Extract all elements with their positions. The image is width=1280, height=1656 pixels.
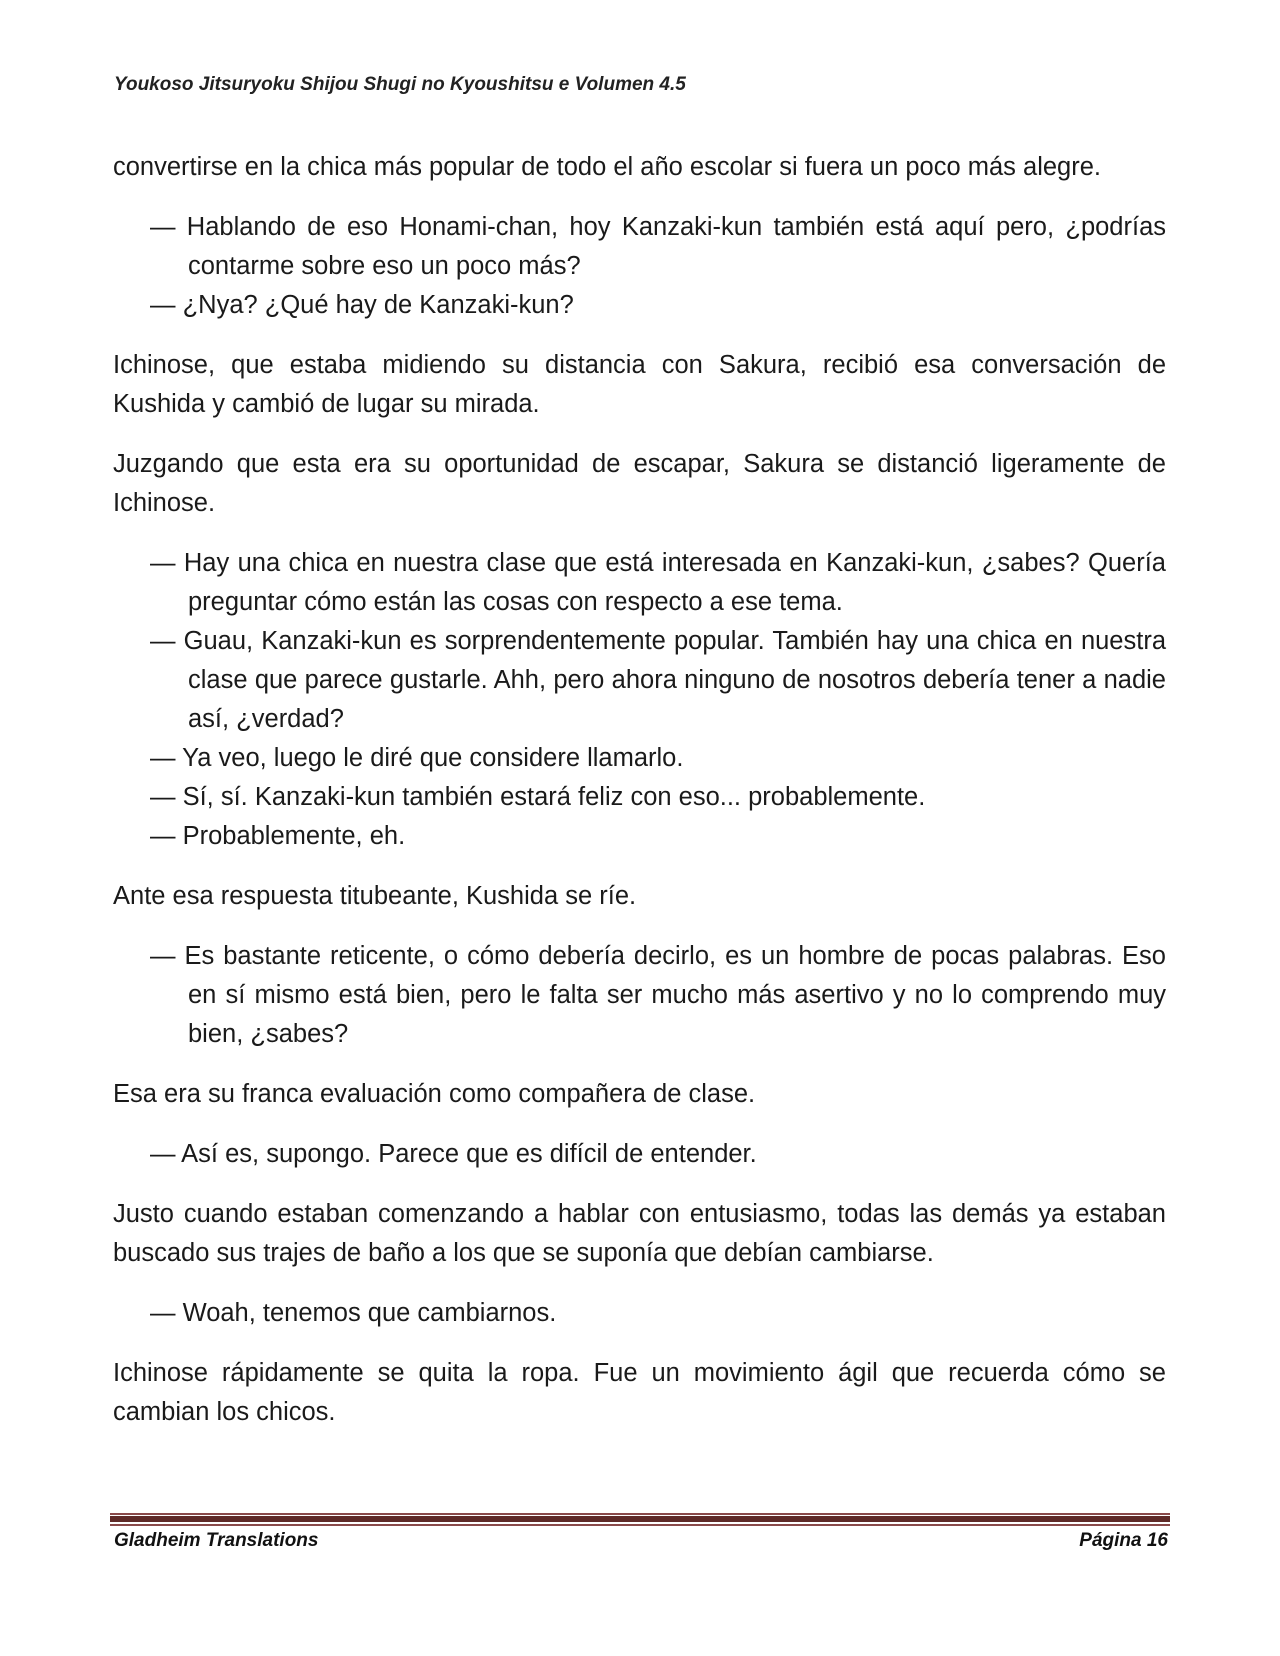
footer-rule (110, 1516, 1170, 1522)
dialogue-line: — Probablemente, eh. (150, 822, 406, 850)
dialogue-line: — Hay una chica en nuestra clase que está interesada en Kanzaki-kun, ¿sabes? Quería preguntar cómo están las cosas con respecto a ese tema. (150, 549, 1166, 616)
dialogue-line: — Hablando de eso Honami-chan, hoy Kanzaki-kun también está aquí pero, ¿podrías contarme sobre eso un poco más? (150, 213, 1166, 280)
footer-rule (110, 1513, 1170, 1515)
dialogue-line: — Es bastante reticente, o cómo debería decirlo, es un hombre de pocas palabras. Eso en sí mismo está bien, pero le falta ser mucho más asertivo y no lo comprendo muy bien, ¿sabes? (150, 942, 1166, 1048)
paragraph: Ichinose, que estaba midiendo su distancia con Sakura, recibió esa conversación de Kushida y cambió de lugar su mirada. (113, 351, 1166, 418)
paragraph: convertirse en la chica más popular de todo el año escolar si fuera un poco más alegre. (113, 153, 1101, 181)
footer-publisher: Gladheim Translations (114, 1530, 319, 1551)
running-header: Youkoso Jitsuryoku Shijou Shugi no Kyoushitsu e Volumen 4.5 (114, 74, 686, 95)
dialogue-block (113, 937, 1166, 1054)
dialogue-line: — Así es, supongo. Parece que es difícil de entender. (150, 1140, 757, 1168)
dialogue-line: — Guau, Kanzaki-kun es sorprendentemente popular. También hay una chica en nuestra clase que parece gustarle. Ahh, pero ahora ninguno de nosotros debería tener a nadie así, ¿verdad? (150, 627, 1166, 733)
dialogue-block (113, 544, 1166, 856)
dialogue-block (113, 208, 1166, 325)
paragraph: Esa era su franca evaluación como compañera de clase. (113, 1080, 756, 1108)
paragraph: Ichinose rápidamente se quita la ropa. Fue un movimiento ágil que recuerda cómo se cambian los chicos. (113, 1359, 1166, 1426)
dialogue-block (113, 1294, 1166, 1333)
page-body (113, 148, 1166, 1453)
dialogue-line: — Ya veo, luego le diré que considere llamarlo. (150, 744, 684, 772)
footer-rule (110, 1524, 1170, 1526)
dialogue-line: — ¿Nya? ¿Qué hay de Kanzaki-kun? (150, 291, 574, 319)
page-number: Página 16 (1079, 1530, 1168, 1551)
paragraph: Justo cuando estaban comenzando a hablar con entusiasmo, todas las demás ya estaban buscado sus trajes de baño a los que se suponía que debían cambiarse. (113, 1200, 1166, 1267)
dialogue-block (113, 1135, 1166, 1174)
paragraph: Ante esa respuesta titubeante, Kushida se ríe. (113, 882, 637, 910)
dialogue-line: — Sí, sí. Kanzaki-kun también estará feliz con eso... probablemente. (150, 783, 926, 811)
dialogue-line: — Woah, tenemos que cambiarnos. (150, 1299, 557, 1327)
paragraph: Juzgando que esta era su oportunidad de escapar, Sakura se distanció ligeramente de Ichinose. (113, 450, 1166, 517)
